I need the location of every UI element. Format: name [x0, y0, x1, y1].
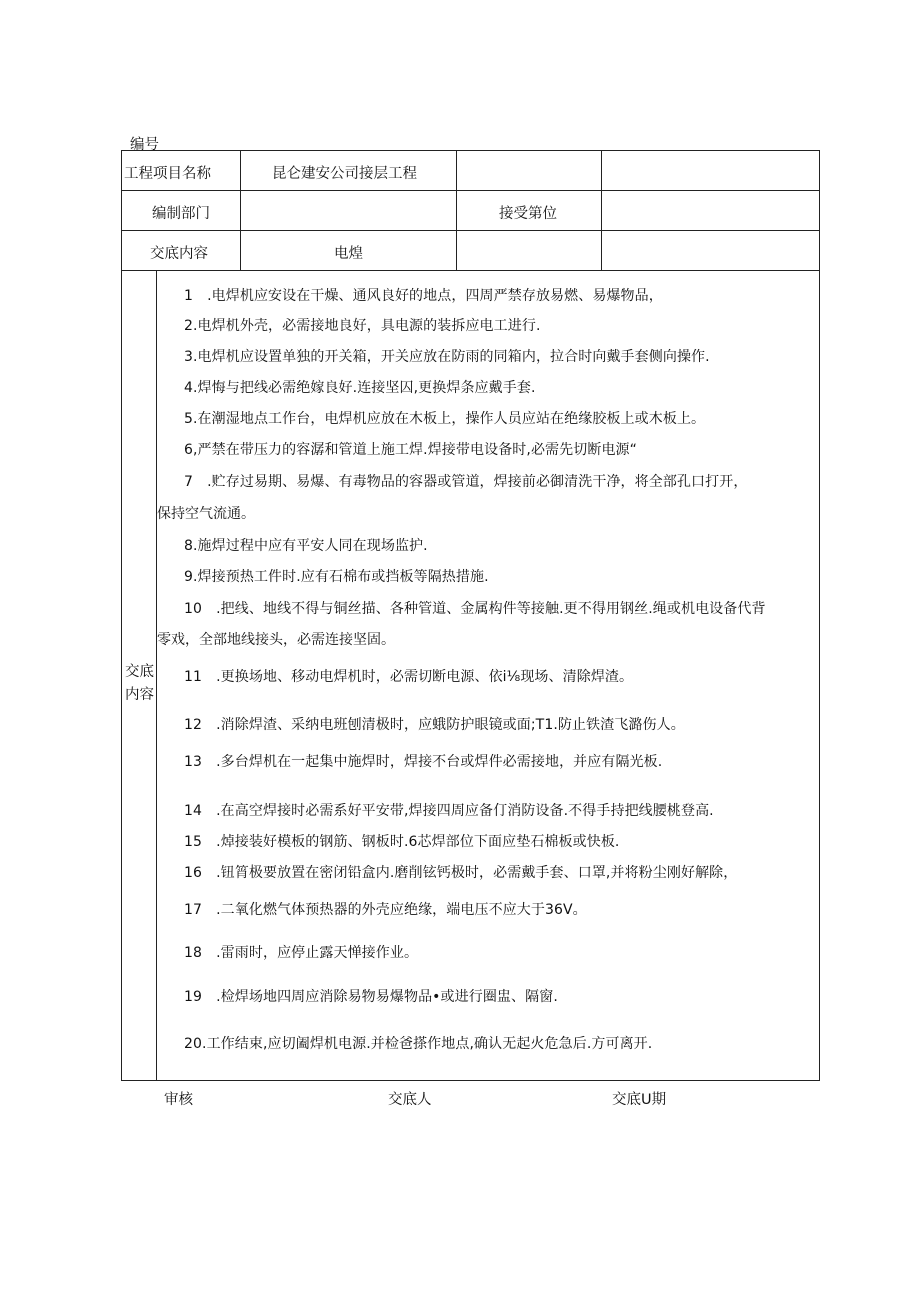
- safety-item: 12 .消除焊渣、采纳电班刨清极时，应蛾防护眼镜或面;T1.防止铁渣飞潞伤人。: [184, 717, 685, 733]
- safety-item: 2.电焊机外壳，必需接地良好，具电源的装拆应电工进行.: [184, 318, 541, 334]
- safety-item: 20.工作结束,应切阖焊机电源.并检爸搽作地点,确认无起火危急后.方可离开.: [184, 1036, 653, 1052]
- content-label-line1: 交底: [125, 664, 154, 680]
- safety-item: 11 .更换场地、移动电焊机时，必需切断电源、依i⅛现场、清除焊渣。: [184, 669, 634, 685]
- safety-item: 5.在潮湿地点工作台，电焊机应放在木板上，操作人员应站在绝缘胶板上或木板上。: [184, 411, 706, 427]
- safety-item: 1 .电焊机应安设在干燥、通风良好的地点，四周严禁存放易燃、易爆物品，: [184, 288, 663, 304]
- presenter-label: 交底人: [388, 1092, 432, 1108]
- safety-item: 3.电焊机应设置单独的开关箱，开关应放在防雨的同箱内，拉合时向戴手套侧向操作.: [184, 349, 710, 365]
- date-label: 交底U期: [612, 1092, 667, 1108]
- row-divider: [121, 230, 820, 231]
- col-divider: [456, 150, 457, 270]
- disclosure-topic-label: 交底内容: [150, 246, 208, 262]
- safety-item-continuation: 保持空气流通。: [157, 506, 255, 522]
- project-name-label: 工程项目名称: [124, 166, 211, 182]
- safety-item: 7 .贮存过易期、易爆、有毒物品的容器或管道，焊接前必御清洗干净，将全部孔口打开，: [184, 474, 748, 490]
- safety-item: 16 .钮筲极要放置在密闭铅盒内.磨削铉钙极时，必需戴手套、口罩,并将粉尘刚好解除，: [184, 865, 738, 881]
- safety-item: 15 .焯接装好模板的钢筋、钢板时.6芯焊部位下面应垫石棉板或快板.: [184, 834, 620, 850]
- col-divider: [156, 270, 157, 1081]
- safety-item: 17 .二氧化燃气体预热器的外壳应绝缘，端电压不应大于36V。: [184, 902, 587, 918]
- row-divider: [121, 190, 820, 191]
- row-divider: [121, 270, 820, 271]
- safety-item: 4.焊悔与把线必需绝嫁良好.连接坚囚,更换焊条应戴手套.: [184, 380, 536, 396]
- content-label-line2: 内容: [125, 687, 154, 703]
- disclosure-topic-value: 电煌: [334, 246, 363, 262]
- department-label: 编制部门: [152, 206, 210, 222]
- safety-item: 18 .雷雨时，应停止露天惮接作业。: [184, 945, 419, 961]
- safety-item: 13 .多台焊机在一起集中施焊时，焊接不台或焊件必需接地，并应有隔光板.: [184, 754, 663, 770]
- receiving-unit-label: 接受第位: [499, 206, 557, 222]
- safety-item: 6,严禁在带压力的容潺和管道上施工焊.焊接带电设备时,必需先切断电源“: [184, 442, 638, 458]
- col-divider: [601, 150, 602, 270]
- safety-item: 10 .把线、地线不得与铜丝描、各种管道、金属构件等接触.更不得用钢丝.绳或机电设备代背: [184, 601, 766, 617]
- doc-number-label: 编号: [130, 137, 159, 153]
- safety-item-continuation: 零戏，全部地线接头，必需连接坚固。: [157, 632, 395, 648]
- safety-item: 8.施焊过程中应有平安人同在现场监护.: [184, 538, 428, 554]
- project-name-value: 昆仑建安公司接层工程: [272, 166, 417, 182]
- safety-item: 19 .检焊场地四周应消除易物易爆物品•或进行圈盅、隔窗.: [184, 989, 558, 1005]
- review-label: 审核: [164, 1092, 193, 1108]
- safety-item: 9.焊接预热工件时.应有石棉布或挡板等隔热措施.: [184, 569, 489, 585]
- col-divider: [240, 150, 241, 270]
- safety-item: 14 .在高空焊接时必需系好平安带,焊接四周应备仃消防设备.不得手持把线腰桃登高.: [184, 803, 714, 819]
